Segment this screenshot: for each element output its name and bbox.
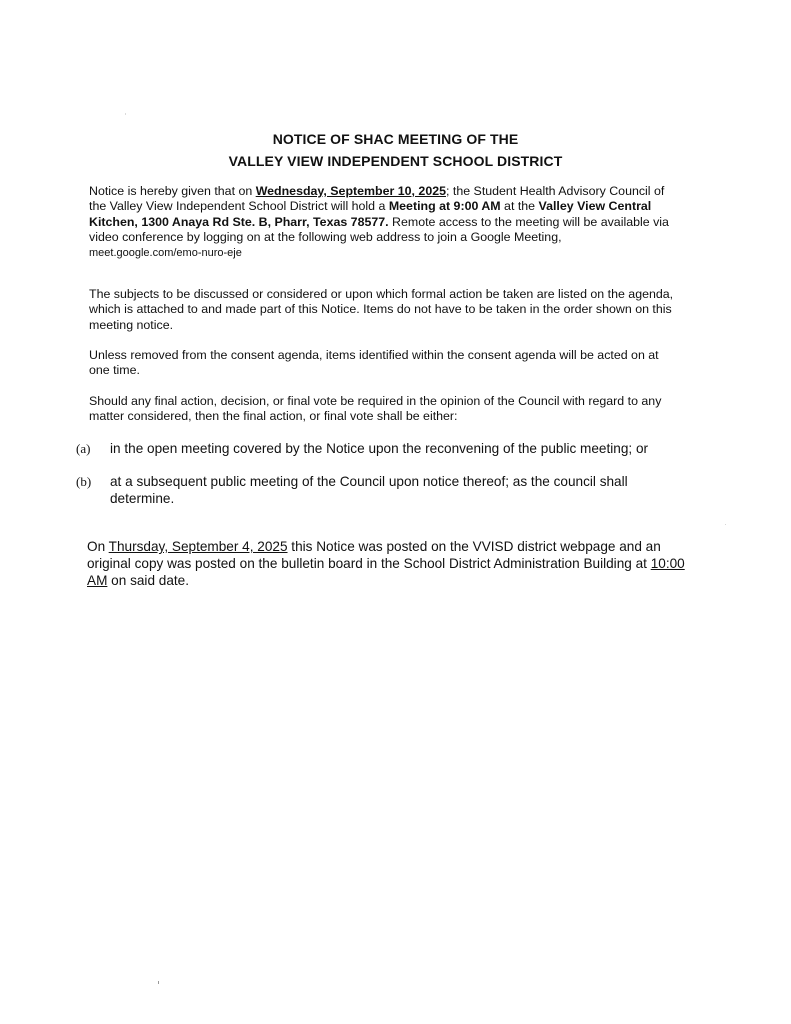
scan-speck: [125, 113, 126, 115]
notice-title-line-2: VALLEY VIEW INDEPENDENT SCHOOL DISTRICT: [228, 153, 563, 169]
meeting-time: Meeting at 9:00 AM: [388, 199, 501, 214]
scan-speck: [158, 981, 159, 984]
posting-statement: [87, 538, 687, 590]
posting-end: on said date.: [107, 573, 190, 589]
notice-council-text: ; the Student Health Advisory Council of the Valley View Independent School District will hold a: [89, 184, 665, 214]
notice-title-line-1: NOTICE OF SHAC MEETING OF THE: [272, 131, 519, 147]
final-action-paragraph: Should any final action, decision, or final vote be required in the opinion of the Council with regard to any matter considered, then the final action, or final vote shall be either:: [89, 394, 662, 424]
notice-intro: Notice is hereby given that on: [89, 184, 256, 198]
list-item-text: at a subsequent public meeting of the Council upon notice thereof; as the council shall determine.: [110, 474, 628, 506]
list-item-text: in the open meeting covered by the Notice upon the reconvening of the public meeting; or: [110, 441, 649, 456]
list-item-marker: (b): [76, 474, 92, 489]
notice-at-the: at the: [500, 199, 539, 214]
scan-speck: [725, 524, 726, 525]
list-item-marker: (a): [76, 441, 91, 456]
posting-middle: this Notice was posted on the VVISD district webpage and an original copy was posted on the bulletin board in the School District Administration Building at: [87, 539, 661, 572]
posting-on: On: [87, 539, 109, 554]
meeting-location: Valley View Central Kitchen, 1300 Anaya Rd Ste. B, Pharr, Texas 78577.: [89, 199, 652, 229]
meeting-date: Wednesday, September 10, 2025: [255, 184, 446, 198]
posting-date: Thursday, September 4, 2025: [108, 539, 288, 554]
remote-access-text: Remote access to the meeting will be available via video conference by logging on at the following web address to join a Google Meeting,: [89, 214, 669, 245]
notice-paragraph: [89, 184, 679, 261]
meeting-url: meet.google.com/emo-nuro-eje: [89, 246, 242, 259]
subjects-paragraph: The subjects to be discussed or considered or upon which formal action be taken are listed on the agenda, which is attached to and made part of this Notice. Items do not have to be taken in the order shown on this meeting notice.: [89, 287, 674, 332]
posting-time: 10:00 AM: [87, 556, 685, 589]
consent-paragraph: Unless removed from the consent agenda, items identified within the consent agenda will be acted on at one time.: [89, 348, 659, 378]
